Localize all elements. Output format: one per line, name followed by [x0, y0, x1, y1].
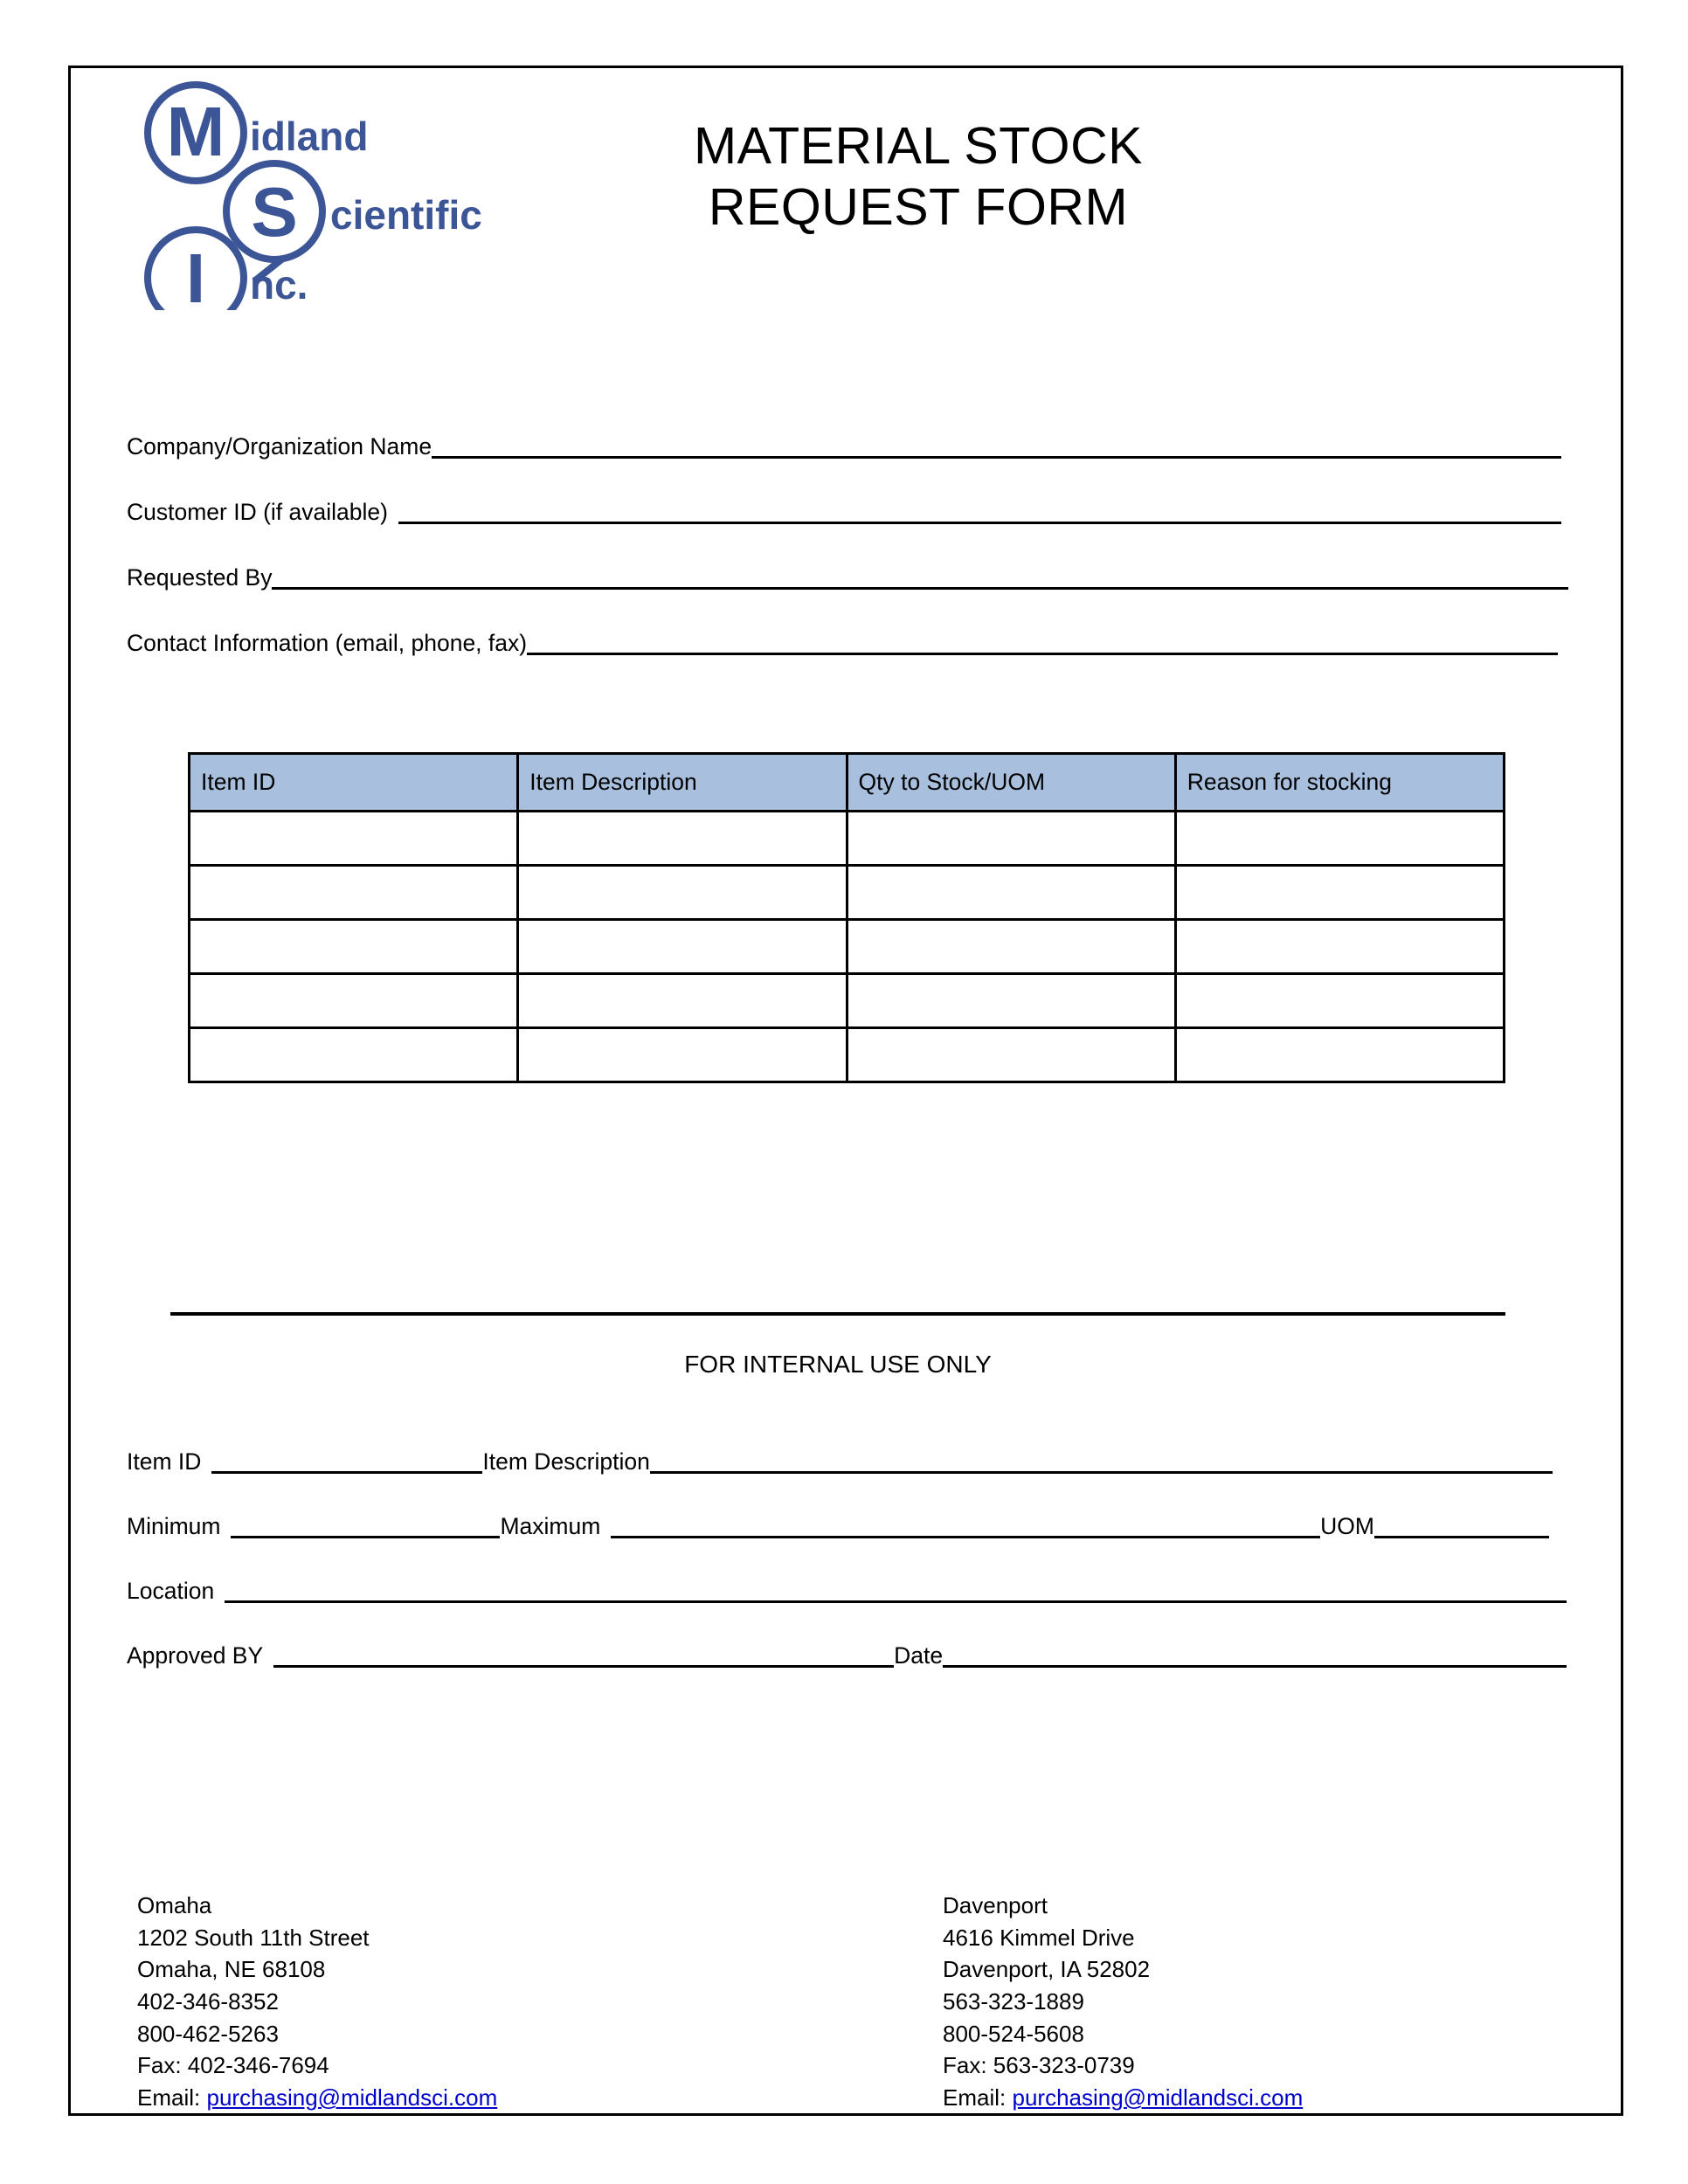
address-block-omaha — [137, 1890, 749, 2114]
internal-label-item-description: Item Description — [482, 1448, 650, 1475]
omaha-email-link[interactable]: purchasing@midlandsci.com — [206, 2084, 498, 2111]
internal-label-date: Date — [894, 1641, 944, 1669]
internal-label-item-id: Item ID — [127, 1448, 202, 1475]
table-cell-reason-for-stocking[interactable] — [1175, 920, 1504, 974]
table-cell-qty-to-stock-uom[interactable] — [847, 812, 1175, 866]
svg-text:M: M — [166, 93, 225, 170]
internal-label-minimum: Minimum — [127, 1512, 221, 1539]
internal-label-location: Location — [127, 1577, 215, 1604]
request-fields — [71, 396, 1621, 658]
page-title-line-2: REQUEST FORM — [708, 177, 1129, 236]
field-input-contact-information[interactable] — [527, 653, 1558, 655]
form-header — [71, 68, 1621, 356]
field-label-company-organization-name: Company/Organization Name — [127, 432, 432, 460]
field-label-contact-information: Contact Information (email, phone, fax) — [127, 629, 528, 656]
table-cell-reason-for-stocking[interactable] — [1175, 1028, 1504, 1082]
table-header-reason-for-stocking: Reason for stocking — [1175, 754, 1504, 812]
omaha-city: Omaha — [137, 1892, 212, 1918]
table-cell-reason-for-stocking[interactable] — [1175, 974, 1504, 1028]
internal-row-item — [71, 1412, 1621, 1476]
field-label-requested-by: Requested By — [127, 563, 273, 591]
internal-input-date[interactable] — [943, 1665, 1567, 1668]
table-row — [190, 920, 1505, 974]
davenport-city-state-zip: Davenport, IA 52802 — [943, 1956, 1151, 1983]
internal-input-approved-by[interactable] — [273, 1665, 894, 1668]
page-title-line-1: MATERIAL STOCK — [693, 117, 1144, 175]
davenport-city: Davenport — [943, 1892, 1048, 1918]
internal-label-uom: UOM — [1320, 1512, 1374, 1539]
table-row — [190, 1028, 1505, 1082]
table-cell-item-description[interactable] — [518, 920, 847, 974]
table-cell-reason-for-stocking[interactable] — [1175, 866, 1504, 920]
field-company-organization-name — [71, 396, 1621, 461]
internal-use-heading: FOR INTERNAL USE ONLY — [684, 1351, 992, 1378]
table-cell-item-id[interactable] — [190, 812, 518, 866]
svg-text:I: I — [185, 239, 206, 310]
davenport-email-row — [943, 2082, 1554, 2114]
field-input-customer-id[interactable] — [398, 522, 1561, 524]
field-input-company-organization-name[interactable] — [432, 456, 1561, 459]
logo-word-midland: idland — [250, 114, 369, 159]
internal-input-maximum[interactable] — [611, 1536, 1320, 1538]
table-header-item-id: Item ID — [190, 754, 518, 812]
internal-use-fields — [71, 1412, 1621, 1670]
internal-input-minimum[interactable] — [231, 1536, 500, 1538]
table-row — [190, 974, 1505, 1028]
internal-label-maximum: Maximum — [500, 1512, 601, 1539]
table-cell-item-id[interactable] — [190, 920, 518, 974]
form-page-border — [68, 66, 1623, 2116]
table-row — [190, 866, 1505, 920]
davenport-fax: Fax: 563-323-0739 — [943, 2052, 1135, 2079]
omaha-street: 1202 South 11th Street — [137, 1924, 370, 1951]
table-header-row — [190, 754, 1505, 812]
table-cell-item-description[interactable] — [518, 1028, 847, 1082]
table-cell-item-description[interactable] — [518, 866, 847, 920]
table-cell-qty-to-stock-uom[interactable] — [847, 1028, 1175, 1082]
field-label-customer-id: Customer ID (if available) — [127, 498, 388, 525]
internal-row-location — [71, 1541, 1621, 1606]
table-cell-qty-to-stock-uom[interactable] — [847, 920, 1175, 974]
table-header-qty-to-stock-uom: Qty to Stock/UOM — [847, 754, 1175, 812]
logo-word-scientific: cientific — [330, 192, 482, 238]
davenport-email-link[interactable]: purchasing@midlandsci.com — [1012, 2084, 1304, 2111]
omaha-city-state-zip: Omaha, NE 68108 — [137, 1956, 326, 1983]
table-cell-item-description[interactable] — [518, 974, 847, 1028]
internal-input-item-description[interactable] — [650, 1471, 1553, 1474]
field-requested-by — [71, 527, 1621, 592]
davenport-toll-free: 800-524-5608 — [943, 2020, 1084, 2047]
page-title — [560, 116, 1276, 238]
footer-addresses — [71, 1890, 1621, 2114]
internal-input-location[interactable] — [225, 1600, 1567, 1603]
address-block-davenport — [943, 1890, 1554, 2114]
table-cell-reason-for-stocking[interactable] — [1175, 812, 1504, 866]
internal-input-item-id[interactable] — [211, 1471, 482, 1474]
internal-section-divider — [170, 1312, 1505, 1316]
logo-word-inc: nc. — [250, 262, 308, 308]
internal-input-uom[interactable] — [1374, 1536, 1549, 1538]
davenport-email-label: Email: — [943, 2084, 1007, 2111]
internal-row-min-max-uom — [71, 1476, 1621, 1541]
davenport-phone: 563-323-1889 — [943, 1987, 1084, 2015]
table-cell-qty-to-stock-uom[interactable] — [847, 974, 1175, 1028]
field-customer-id — [71, 461, 1621, 527]
table-row — [190, 812, 1505, 866]
table-cell-item-id[interactable] — [190, 866, 518, 920]
davenport-street: 4616 Kimmel Drive — [943, 1924, 1135, 1951]
internal-label-approved-by: Approved BY — [127, 1641, 264, 1669]
field-contact-information — [71, 592, 1621, 658]
stock-request-table — [188, 752, 1505, 1083]
omaha-toll-free: 800-462-5263 — [137, 2020, 279, 2047]
omaha-phone: 402-346-8352 — [137, 1987, 279, 2015]
table-cell-item-id[interactable] — [190, 1028, 518, 1082]
omaha-email-label: Email: — [137, 2084, 201, 2111]
field-input-requested-by[interactable] — [272, 587, 1568, 590]
omaha-email-row — [137, 2082, 749, 2114]
svg-text:S: S — [251, 173, 298, 251]
table-cell-item-description[interactable] — [518, 812, 847, 866]
table-header-item-description: Item Description — [518, 754, 847, 812]
omaha-fax: Fax: 402-346-7694 — [137, 2052, 329, 2079]
midland-scientific-logo — [128, 79, 529, 310]
internal-row-approved-by-date — [71, 1606, 1621, 1670]
table-cell-item-id[interactable] — [190, 974, 518, 1028]
table-cell-qty-to-stock-uom[interactable] — [847, 866, 1175, 920]
